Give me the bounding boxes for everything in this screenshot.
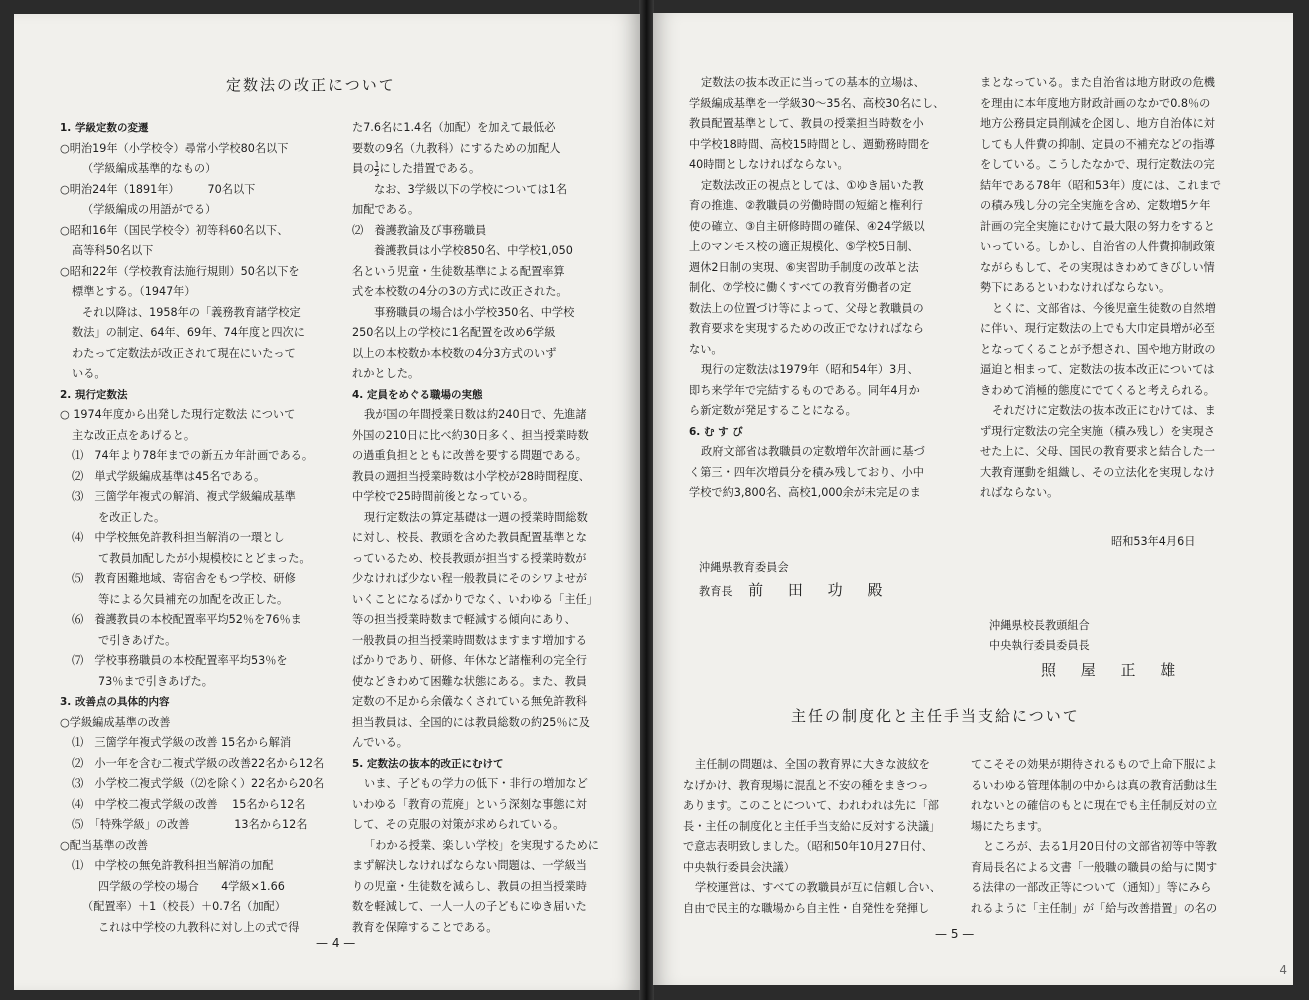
text-line: 高等科50名以下 bbox=[72, 244, 154, 257]
text-line: ○ 1974年度から出発した現行定数法 について bbox=[60, 408, 296, 421]
text-line: 6. む す び bbox=[689, 425, 743, 438]
text-line: 担当教員は、全国的には教員総数の約25％に及 bbox=[352, 715, 590, 729]
text-line: 中央執行委員会決議） bbox=[683, 860, 795, 874]
text-line-start: 員の bbox=[352, 162, 375, 175]
text-line: ○配当基準の改善 bbox=[60, 838, 149, 852]
text-line: ⑶ 小学校二複式学級（⑵を除く）22名から20名 bbox=[72, 777, 325, 790]
text-line: 上のマンモス校の適正規模化、⑤学校5日制、 bbox=[689, 240, 919, 253]
text-line: 四学級の学校の場合 4学級×1.66 bbox=[98, 879, 285, 893]
right-column-2 bbox=[980, 73, 1270, 504]
text-line: 数を軽減して、一人一人の子どもにゆき届いた bbox=[352, 900, 587, 913]
text-line: それ以降は、1958年の「義務教育諸学校定 bbox=[82, 305, 301, 319]
text-line: 教員配置基準として、教員の授業担当時数を小 bbox=[689, 117, 924, 130]
text-line: いる。 bbox=[72, 367, 106, 380]
text-line: 勢下にあるといわなければならない。 bbox=[980, 281, 1171, 294]
text-line: 要数の9名（九教科）にするための加配人 bbox=[352, 141, 561, 155]
text-line: ⑴ 三箇学年複式学級の改善 15名から解消 bbox=[72, 736, 292, 749]
text-line: 主な改正点をあげると。 bbox=[72, 428, 196, 442]
text-line: 結年である78年（昭和53年）度には、これまで bbox=[980, 178, 1222, 192]
text-line: に伴い、現行定数法の上でも大巾定員増が必至 bbox=[980, 322, 1215, 335]
text-line: てこそその効果が期待されるもので上命下服によ bbox=[971, 758, 1218, 771]
text-line: あります。このことについて、われわれは先に「部 bbox=[683, 799, 939, 812]
text-line: なお、3学級以下の学校については1名 bbox=[374, 182, 568, 196]
left-page bbox=[14, 14, 640, 990]
text-line: ○明治24年（1891年） 70名以下 bbox=[60, 182, 256, 196]
text-line: 式を本校数の4分の3の方式に改正された。 bbox=[352, 285, 568, 298]
text-line: 中学校で25時間前後となっている。 bbox=[352, 490, 535, 503]
text-line: まとなっている。また自治省は地方財政の危機 bbox=[980, 76, 1215, 89]
text-line: 少なければ少ない程一般教員にそのシワよせが bbox=[352, 572, 587, 585]
fraction-one-half: $\frac{1}{2}$ bbox=[374, 159, 380, 178]
recipient bbox=[699, 579, 892, 603]
text-line: ⑸ 「特殊学級」の改善 13名から12名 bbox=[72, 818, 308, 831]
text-line: 場にたちます。 bbox=[971, 819, 1049, 833]
text-line: ⑸ 教育困難地域、寄宿舎をもつ学校、研修 bbox=[72, 572, 296, 585]
text-line: いわゆる「教育の荒廃」という深刻な事態に対 bbox=[352, 797, 587, 811]
page-title: 定数法の改正について bbox=[226, 76, 396, 94]
text-line-end: にした措置である。 bbox=[379, 162, 481, 175]
text-line: を改正した。 bbox=[98, 510, 166, 524]
text-line: 学校で約3,800名、高校1,000余が未完足のま bbox=[689, 486, 921, 499]
text-line: ⑷ 中学校無免許教科担当解消の一環とし bbox=[72, 531, 285, 544]
text-line: 5. 定数法の抜本的改正にむけて bbox=[352, 757, 504, 770]
text-line: 加配である。 bbox=[352, 203, 420, 216]
text-line: ○明治19年（小学校令）尋常小学校80名以下 bbox=[60, 141, 289, 155]
text-line: （学級編成の用語がでる） bbox=[82, 203, 217, 216]
text-line: 逼迫と相まって、定数法の抜本改正については bbox=[980, 363, 1215, 376]
text-line: ながらもして、その実現はきわめてきびしい情 bbox=[980, 260, 1215, 274]
text-line: 長・主任の制度化と主任手当支給に反対する決議」 bbox=[683, 819, 941, 833]
right-page bbox=[653, 13, 1293, 985]
text-line: るいわゆる管理体制の中からは真の教育活動は生 bbox=[971, 778, 1218, 792]
text-line: ⑺ 学校事務職員の本校配置率平均53％を bbox=[72, 654, 288, 667]
text-line: 即ち来学年で完結するものである。同年4月か bbox=[689, 383, 920, 397]
text-line: ⑷ 中学校二複式学級の改善 15名から12名 bbox=[72, 797, 306, 811]
text-line: んでいる。 bbox=[352, 736, 408, 749]
text-line: を理由に本年度地方財政計画のなかで0.8％の bbox=[980, 96, 1211, 110]
text-line: 使などきわめて困難な状態にある。また、教員 bbox=[352, 674, 587, 688]
text-line: 定数法改正の視点としては、①ゆき届いた教 bbox=[701, 178, 924, 192]
text-line: ⑵ 単式学級編成基準は45名である。 bbox=[72, 469, 266, 483]
text-line: 定数法の抜本改正に当っての基本的立場は、 bbox=[701, 76, 925, 89]
text-line: ○昭和16年（国民学校令）初等科60名以下、 bbox=[60, 223, 289, 237]
document-date: 昭和53年4月6日 bbox=[1111, 535, 1196, 548]
text-line: 我が国の年間授業日数は約240日で、先進諸 bbox=[364, 408, 587, 421]
text-line: 「わかる授業、楽しい学校」を実現するために bbox=[364, 838, 599, 852]
right-column-4 bbox=[971, 755, 1267, 919]
text-line: 教育要求を実現するための改正でなければなら bbox=[689, 322, 924, 335]
text-line: なげかけ、教育現場に混乱と不安の種をまきつっ bbox=[683, 778, 929, 792]
text-line: ⑵ 養護教諭及び事務職員 bbox=[352, 223, 487, 237]
book-gutter bbox=[639, 0, 654, 1000]
text-line: 政府文部省は教職員の定数増年次計画に基づ bbox=[701, 445, 925, 458]
text-line: ところが、去る1月20日付の文部省初等中等教 bbox=[983, 840, 1217, 853]
text-line: 等の担当授業時数まで軽減する傾向にあり、 bbox=[352, 613, 576, 626]
text-line: 標準とする。（1947年） bbox=[72, 285, 196, 298]
text-line: ばかりであり、研修、年休など諸権利の完全行 bbox=[352, 654, 587, 667]
text-line: せた上に、父母、国民の教育要求と結合した一 bbox=[980, 445, 1215, 458]
text-line: 250名以上の学校に1名配置を改め6学級 bbox=[352, 326, 556, 339]
text-line: 計画の完全実施にむけて最大限の努力をすると bbox=[980, 219, 1215, 233]
text-line: 学級編成基準を一学級30～35名、高校30名にし、 bbox=[689, 96, 945, 110]
text-line: 外国の210日に比べ約30日多く、担当授業時数 bbox=[352, 428, 589, 442]
text-line: れないとの確信のもとに現在でも主任制反対の立 bbox=[971, 799, 1218, 812]
text-line: 現行定数法の算定基礎は一週の授業時間総数 bbox=[364, 510, 588, 524]
text-line: 1. 学級定数の変遷 bbox=[60, 122, 149, 134]
text-line: ⑴ 74年より78年までの新五カ年計画である。 bbox=[72, 449, 314, 462]
right-column-3 bbox=[683, 755, 963, 919]
text-line: 4. 定員をめぐる職場の実態 bbox=[352, 388, 483, 401]
text-line: ⑶ 三箇学年複式の解消、複式学級編成基準 bbox=[72, 490, 296, 503]
text-line: く第三・四年次増員分を積み残しており、小中 bbox=[689, 465, 924, 479]
recipient-organization: 沖縄県教育委員会 bbox=[699, 561, 789, 574]
text-line: （学級編成基準的なもの） bbox=[82, 162, 217, 175]
text-line: 自由で民主的な職場から自主性・自発性を発揮し bbox=[683, 901, 930, 915]
text-line: る法律の一部改正等について（通知）」等にみら bbox=[971, 881, 1212, 894]
text-line: 養護教員は小学校850名、中学校1,050 bbox=[374, 244, 573, 257]
text-line: 地方公務員定員削減を企図し、地方自治体に対 bbox=[980, 117, 1215, 130]
text-line: いま、子どもの学力の低下・非行の増加など bbox=[364, 777, 588, 790]
text-line: ⑵ 小一年を含む二複式学級の改善22名から12名 bbox=[72, 756, 325, 770]
text-line: 等による欠員補充の加配を改正した。 bbox=[98, 592, 289, 606]
text-line: いっている。しかし、自治省の人件費抑制政策 bbox=[980, 240, 1215, 253]
corner-mark: 4 bbox=[1279, 963, 1287, 977]
text-line: 名という児童・生徒数基準による配置率算 bbox=[352, 264, 565, 278]
text-line: とくに、文部省は、今後児童生徒数の自然増 bbox=[992, 301, 1216, 315]
sender-title: 中央執行委員委員長 bbox=[989, 639, 1090, 652]
text-line: これは中学校の九教科に対し上の式で得 bbox=[98, 920, 300, 934]
text-line: 主任制の問題は、全国の教育界に大きな波紋を bbox=[695, 758, 930, 771]
text-line: 制化、⑦学校に働くすべての教育労働者の定 bbox=[689, 281, 912, 294]
left-column-2 bbox=[352, 118, 632, 938]
recipient-name: 前 田 功 殿 bbox=[748, 581, 893, 599]
text-line: それだけに定数法の抜本改正にむけては、ま bbox=[992, 404, 1216, 417]
text-line: 週休2日制の実現、⑥実習助手制度の改革と法 bbox=[689, 260, 919, 274]
text-line: 数法」の制定、64年、69年、74年度と四次に bbox=[72, 326, 305, 339]
text-line: っているため、校長教頭が担当する授業時数が bbox=[352, 551, 587, 565]
text-line: （配置率）＋1（校長）＋0.7名（加配） bbox=[82, 900, 286, 913]
text-line: 事務職員の場合は小学校350名、中学校 bbox=[374, 305, 575, 319]
text-line: れるように「主任制」が「給与改善措置」の名の bbox=[971, 901, 1218, 915]
text-line: しても人件費の抑制、定員の不補充などの指導 bbox=[980, 137, 1215, 151]
text-line: ない。 bbox=[689, 342, 723, 356]
text-line: 使の確立、③自主研修時間の確保、④24学級以 bbox=[689, 219, 925, 233]
text-line: 定数の不足から余儀なくされている無免許教科 bbox=[352, 695, 587, 708]
text-line: 2. 現行定数法 bbox=[60, 388, 128, 401]
text-line: で意志表明致しました。（昭和50年10月27日付、 bbox=[683, 840, 933, 853]
text-line: 育局長名による文書「一般職の職員の給与に関す bbox=[971, 860, 1218, 874]
text-line: りの児童・生徒数を減らし、教員の担当授業時 bbox=[352, 879, 587, 893]
text-line: きわめて消極的態度にでてくると考えられる。 bbox=[980, 383, 1215, 397]
right-column-1 bbox=[689, 73, 959, 504]
text-line: れかとした。 bbox=[352, 367, 420, 380]
text-line: て教員加配したが小規模校にとどまった。 bbox=[98, 551, 311, 565]
text-line: た7.6名に1.4名（加配）を加えて最低必 bbox=[352, 121, 556, 134]
sender-organization: 沖縄県校長教頭組合 bbox=[989, 619, 1090, 632]
text-line: まず解決しなければならない問題は、一学級当 bbox=[352, 859, 587, 872]
text-line: 40時間としなければならない。 bbox=[689, 158, 849, 171]
text-line: して、その克服の対策が求められている。 bbox=[352, 818, 565, 831]
text-line: 教育を保障することである。 bbox=[352, 920, 498, 934]
text-line: 73％まで引きあげた。 bbox=[98, 674, 213, 688]
text-line: ○学級編成基準の改善 bbox=[60, 715, 171, 729]
text-line: 一般教員の担当授業時間数はますます増加する bbox=[352, 633, 587, 647]
text-line: 現行の定数法は1979年（昭和54年）3月、 bbox=[701, 363, 919, 376]
text-line: わたって定数法が改正されて現在にいたって bbox=[72, 346, 296, 360]
text-line: 大教育運動を組織し、その立法化を実現しなけ bbox=[980, 465, 1215, 479]
page-number: — 4 — bbox=[316, 936, 356, 950]
text-line: 学校運営は、すべての教職員が互に信頼し合い、 bbox=[695, 881, 941, 894]
text-line: 3. 改善点の具体的内容 bbox=[60, 696, 170, 708]
text-line: 教員の週担当授業時数は小学校が28時間程度、 bbox=[352, 469, 590, 483]
text-line: 以上の本校数か本校数の4分3方式のいず bbox=[352, 346, 557, 360]
section-title: 主任の制度化と主任手当支給について bbox=[791, 707, 1080, 725]
text-line: の積み残し分の完全実施を含め、定数増5ケ年 bbox=[980, 199, 1211, 212]
sender-name: 照 屋 正 雄 bbox=[1041, 661, 1186, 679]
text-line: ら新定数が発足することになる。 bbox=[689, 404, 857, 417]
text-line: となってくることが予想され、国や地方財政の bbox=[980, 342, 1216, 356]
text-line: ればならない。 bbox=[980, 486, 1059, 499]
text-line: 数法上の位置づけ等によって、父母と教職員の bbox=[689, 301, 924, 315]
recipient-title: 教育長 bbox=[699, 585, 733, 598]
text-line: ⑹ 養護教員の本校配置率平均52％を76％ま bbox=[72, 613, 302, 626]
text-line: に対し、校長、教頭を含めた教員配置基準とな bbox=[352, 531, 587, 544]
text-line: をしている。こうしたなかで、現行定数法の完 bbox=[980, 158, 1215, 171]
text-line: いくことになるばかりでなく、いわゆる「主任」 bbox=[352, 592, 598, 606]
left-column-1 bbox=[60, 118, 330, 938]
text-line: の過重負担とともに改善を要する問題である。 bbox=[352, 449, 587, 462]
text-line: ○昭和22年（学校教育法施行規則）50名以下を bbox=[60, 264, 300, 278]
text-line: 中学校18時間、高校15時間とし、週勤務時間を bbox=[689, 137, 931, 151]
text-line: 育の推進、②教職員の労働時間の短縮と権利行 bbox=[689, 199, 923, 212]
page-number: — 5 — bbox=[935, 927, 975, 941]
text-line bbox=[352, 159, 632, 180]
text-line: ⑴ 中学校の無免許教科担当解消の加配 bbox=[72, 859, 274, 872]
text-line: で引きあげた。 bbox=[98, 633, 177, 647]
text-line: ず現行定数法の完全実施（積み残し）を実現さ bbox=[980, 424, 1215, 438]
